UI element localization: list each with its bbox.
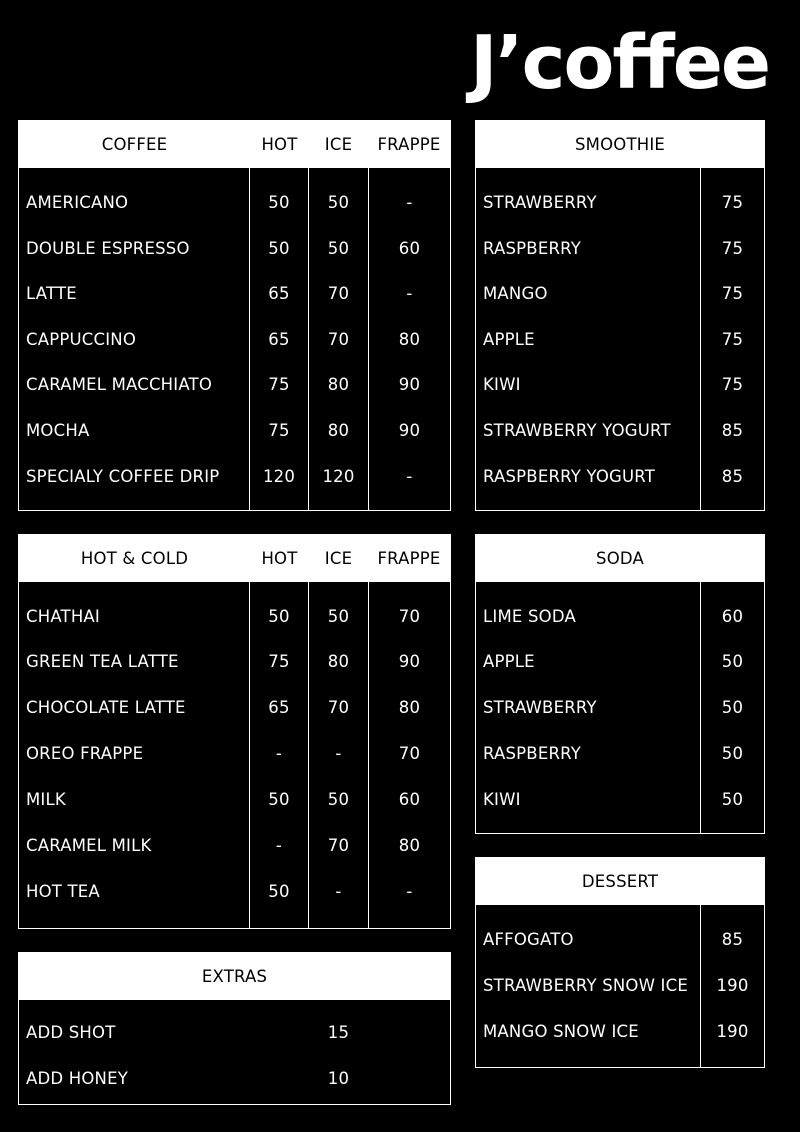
price-hot: - (275, 743, 283, 763)
hot-cold-body (18, 582, 451, 929)
coffee-col-ice: ICE (324, 134, 353, 154)
price-hot: 65 (268, 697, 290, 717)
menu-item-name: MANGO (483, 283, 548, 303)
smoothie-menu (475, 120, 765, 511)
smoothie-title: SMOOTHIE (574, 134, 666, 154)
hot-cold-header (18, 534, 451, 582)
price-hot: 75 (268, 374, 290, 394)
price: 15 (327, 1022, 350, 1042)
price-hot: - (275, 835, 283, 855)
menu-item-name: LATTE (26, 283, 77, 303)
price-ice: 70 (327, 697, 350, 717)
price-hot: 65 (268, 283, 290, 303)
price-frappe: 60 (398, 789, 421, 809)
menu-item-name: HOT TEA (26, 881, 100, 901)
price-ice: 80 (327, 420, 350, 440)
menu-item-name: MILK (26, 789, 66, 809)
soda-menu (475, 534, 765, 834)
hot-cold-col-frappe: FRAPPE (377, 548, 441, 568)
soda-title: SODA (596, 548, 644, 568)
price: 85 (721, 466, 744, 486)
menu-item-name: MOCHA (26, 420, 90, 440)
price-hot: 50 (268, 881, 290, 901)
coffee-body (18, 168, 451, 511)
menu-item-name: LIME SODA (483, 606, 576, 626)
price-hot: 50 (268, 606, 290, 626)
brand-logo: J’coffee (470, 20, 770, 106)
price-ice: 120 (322, 466, 355, 486)
price: 50 (721, 651, 744, 671)
hot-cold-title: HOT & COLD (80, 548, 189, 568)
menu-item-name: SPECIALY COFFEE DRIP (26, 466, 220, 486)
price: 75 (721, 329, 744, 349)
menu-item-name: KIWI (483, 789, 521, 809)
price-hot: 50 (268, 238, 290, 258)
price: 50 (721, 789, 744, 809)
menu-item-name: ADD HONEY (26, 1068, 128, 1088)
smoothie-body (475, 168, 765, 511)
coffee-title: COFFEE (101, 134, 168, 154)
menu-item-name: RASPBERRY (483, 238, 582, 258)
soda-body (475, 582, 765, 834)
price: 10 (327, 1068, 350, 1088)
price-frappe: 90 (398, 651, 421, 671)
hot-cold-col-ice: ICE (324, 548, 353, 568)
soda-header (475, 534, 765, 582)
price-ice: 50 (327, 192, 350, 212)
extras-body (18, 1000, 451, 1105)
menu-item-name: DOUBLE ESPRESSO (26, 238, 190, 258)
menu-item-name: CAPPUCCINO (26, 329, 137, 349)
menu-item-name: AFFOGATO (483, 929, 574, 949)
price-frappe: - (406, 466, 413, 486)
dessert-menu (475, 857, 765, 1068)
menu-item-name: OREO FRAPPE (26, 743, 144, 763)
price: 190 (716, 1021, 749, 1041)
menu-item-name: GREEN TEA LATTE (26, 651, 179, 671)
price: 75 (721, 283, 744, 303)
menu-item-name: STRAWBERRY SNOW ICE (483, 975, 688, 995)
menu-item-name: APPLE (483, 651, 535, 671)
coffee-col-frappe: FRAPPE (377, 134, 441, 154)
menu-item-name: ADD SHOT (26, 1022, 116, 1042)
price: 50 (721, 697, 744, 717)
price: 75 (721, 238, 744, 258)
hot-cold-menu (18, 534, 451, 929)
price-frappe: 80 (398, 697, 421, 717)
price-frappe: 90 (398, 420, 421, 440)
coffee-col-hot: HOT (261, 134, 298, 154)
extras-title: EXTRAS (201, 966, 268, 986)
coffee-menu (18, 120, 451, 511)
price-ice: 70 (327, 835, 350, 855)
price-frappe: 70 (398, 743, 421, 763)
price-frappe: - (406, 283, 413, 303)
price-frappe: 60 (398, 238, 421, 258)
price-frappe: - (406, 881, 413, 901)
coffee-header (18, 120, 451, 168)
menu-item-name: STRAWBERRY YOGURT (483, 420, 671, 440)
menu-item-name: RASPBERRY YOGURT (483, 466, 656, 486)
menu-item-name: KIWI (483, 374, 521, 394)
price: 60 (721, 606, 744, 626)
price-frappe: 90 (398, 374, 421, 394)
price-frappe: - (406, 192, 413, 212)
menu-item-name: AMERICANO (26, 192, 129, 212)
hot-cold-col-hot: HOT (261, 548, 298, 568)
menu-item-name: RASPBERRY (483, 743, 582, 763)
price-hot: 50 (268, 192, 290, 212)
smoothie-header (475, 120, 765, 168)
menu-item-name: MANGO SNOW ICE (483, 1021, 639, 1041)
price: 85 (721, 929, 744, 949)
price: 50 (721, 743, 744, 763)
menu-item-name: CHATHAI (26, 606, 100, 626)
menu-item-name: CARAMEL MACCHIATO (26, 374, 213, 394)
dessert-body (475, 905, 765, 1068)
price-ice: - (335, 881, 342, 901)
price: 75 (721, 374, 744, 394)
menu-item-name: APPLE (483, 329, 535, 349)
dessert-title: DESSERT (581, 871, 659, 891)
menu-item-name: STRAWBERRY (483, 192, 597, 212)
extras-header (18, 952, 451, 1000)
price-hot: 75 (268, 420, 290, 440)
price-frappe: 80 (398, 835, 421, 855)
price-ice: 70 (327, 329, 350, 349)
price-hot: 65 (268, 329, 290, 349)
menu-item-name: CHOCOLATE LATTE (26, 697, 186, 717)
price: 85 (721, 420, 744, 440)
price-hot: 50 (268, 789, 290, 809)
price-ice: 70 (327, 283, 350, 303)
price-frappe: 70 (398, 606, 421, 626)
price: 75 (721, 192, 744, 212)
dessert-header (475, 857, 765, 905)
price-ice: 80 (327, 374, 350, 394)
price-ice: 50 (327, 606, 350, 626)
price-ice: - (335, 743, 342, 763)
extras-menu (18, 952, 451, 1105)
menu-item-name: CARAMEL MILK (26, 835, 152, 855)
price-ice: 80 (327, 651, 350, 671)
price-frappe: 80 (398, 329, 421, 349)
menu-item-name: STRAWBERRY (483, 697, 597, 717)
price-ice: 50 (327, 789, 350, 809)
price-hot: 75 (268, 651, 290, 671)
price-hot: 120 (262, 466, 296, 486)
price: 190 (716, 975, 749, 995)
price-ice: 50 (327, 238, 350, 258)
